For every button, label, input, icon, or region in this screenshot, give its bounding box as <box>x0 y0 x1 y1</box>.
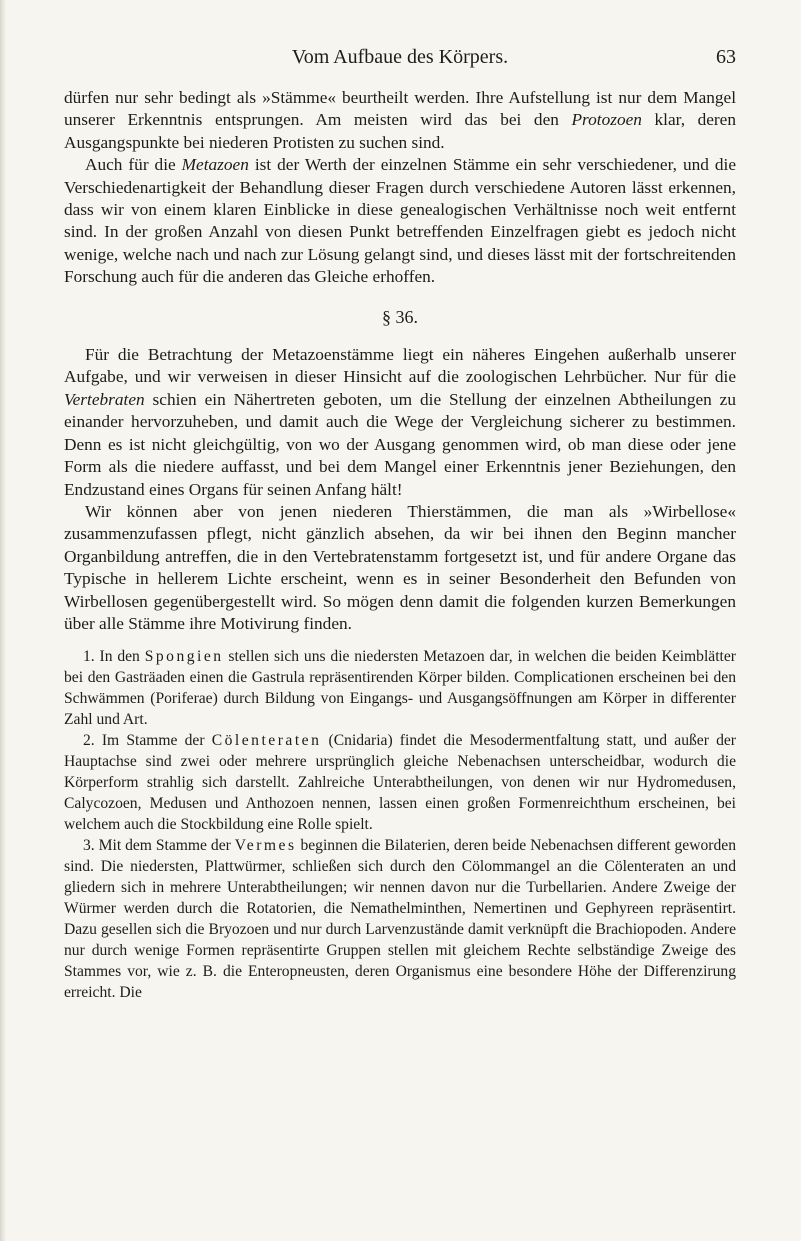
list-item-2-spaced-term: Cölenteraten <box>211 732 322 750</box>
list-item-1-lead: 1. In den <box>83 648 145 666</box>
list-item-3-lead: 3. Mit dem Stamme der <box>83 837 235 855</box>
list-item-3-text: beginnen die Bilaterien, deren beide Nebenachsen different geworden sind. Die niedersten, Plattwürmer, schließen sich durch den Cölommangel an die Cölenteraten an und gliedern sich in mehrere Unterabtheilungen; wir nennen davon nur die Turbellarien. Andere Zweige der Würmer werden durch die Rotatorien, die Nemathelminthen, Nemertinen und Gephyreen repräsentirt. Dazu gesellen sich die Bryozoen und nur durch Larvenzustände damit verknüpft die Brachiopoden. Andere nur durch wenige Formen repräsentirte Gruppen stellen mit gleichem Rechte selbständige Zweige des Stammes vor, wie z. B. die Enteropneusten, deren Organismus eine besondere Höhe der Differenzirung erreicht. Die <box>64 837 736 1002</box>
list-item-2-lead: 2. Im Stamme der <box>83 732 212 750</box>
list-item-coelenteraten <box>64 730 736 835</box>
numbered-list <box>64 646 736 1003</box>
list-item-2-text: (Cnidaria) findet die Mesodermentfaltung statt, und außer der Hauptachse sind zwei oder mehrere ursprünglich gleiche Nebenachsen unterscheidbar, wodurch die Körperform strahlig sich darstellt. Zahlreiche Unterabtheilungen, von denen wir nur Hydromedusen, Calycozoen, Medusen und Anthozoen nennen, lassen einen großen Formenreichthum erscheinen, bei welchem auch die Stockbildung eine Rolle spielt. <box>64 732 736 834</box>
paragraph-1-text-a: dürfen nur sehr bedingt als »Stämme« beurtheilt werden. Ihre Aufstellung ist nur dem Mangel unserer Erkenntnis entsprungen. Am meisten wird das bei den <box>64 88 736 130</box>
paragraph-2-italic-metazoen: Metazoen <box>181 155 249 175</box>
paragraph-3 <box>64 344 736 501</box>
paragraph-1-italic-protozoen: Protozoen <box>571 110 642 130</box>
paragraph-2-text-a: Auch für die <box>85 155 182 175</box>
running-title: Vom Aufbaue des Körpers. <box>291 46 509 68</box>
paragraph-2-text-b: ist der Werth der einzelnen Stämme ein sehr verschiedener, und die Verschiedenartigkeit der Behandlung dieser Fragen durch verschiedene Autoren lässt erkennen, dass wir von einem klaren Einblicke in diese genealogischen Verhältnisse noch weit entfernt sind. In der großen Anzahl von diesen Punkt betreffenden Einzelfragen giebt es jedoch nicht wenige, welche nach und nach zur Lösung gelangt sind, und dieses lässt mit der fortschreitenden Forschung auch für die anderen das Gleiche erhoffen. <box>64 155 736 287</box>
list-item-vermes <box>64 835 736 1003</box>
paragraph-1-text-b: klar, deren Ausgangspunkte bei niederen Protisten zu suchen sind. <box>64 110 736 152</box>
list-item-1-text: stellen sich uns die niedersten Metazoen dar, in welchen die beiden Keimblätter bei den Gasträaden einen die Gastrula repräsentirenden Körper bilden. Complicationen erscheinen bei den Schwämmen (Poriferae) durch Bildung von Eingangs- und Ausgangsöffnungen am Körper in differenter Zahl und Art. <box>64 648 736 729</box>
page-number: 63 <box>716 46 736 68</box>
section-heading: § 36. <box>382 306 418 327</box>
paragraph-1 <box>64 87 736 154</box>
paragraph-3-text-a: Für die Betrachtung der Metazoenstämme liegt ein näheres Eingehen außerhalb unserer Aufgabe, und wir verweisen in dieser Hinsicht auf die zoologischen Lehrbücher. Nur für die <box>64 345 736 387</box>
paragraph-2 <box>64 154 736 288</box>
body-text <box>64 87 736 1003</box>
list-item-1-spaced-term: Spongien <box>144 648 224 666</box>
list-item-spongien <box>64 646 736 730</box>
scan-edge-shadow <box>0 0 6 1241</box>
list-item-3-spaced-term: Vermes <box>234 837 297 855</box>
running-header <box>64 46 736 76</box>
paragraph-3-text-b: schien ein Nähertreten geboten, um die Stellung der einzelnen Abtheilungen zu einander hervorzuheben, und damit auch die Wege der Vergleichung sicherer zu bestimmen. Denn es ist nicht gleichgültig, von wo der Ausgang genommen wird, ob man diese oder jene Form als die niedere auffasst, und bei dem Mangel einer Erkenntnis jener Beziehungen, den Endzustand eines Organs für seinen Anfang hält! <box>64 389 736 499</box>
paragraph-4: Wir können aber von jenen niederen Thierstämmen, die man als »Wirbellose« zusammenzufassen pflegt, nicht gänzlich absehen, da wir bei ihnen den Beginn mancher Organbildung antreffen, die in den Vertebratenstamm fortgesetzt ist, und für andere Organe das Typische in hellerem Lichte erscheint, wenn es in seiner Besonderheit den Befunden von Wirbellosen gegenübergestellt wird. So mögen denn damit die folgenden kurzen Bemerkungen über alle Stämme ihre Motivirung finden. <box>64 501 736 633</box>
paragraph-3-italic-vertebraten: Vertebraten <box>64 389 145 409</box>
